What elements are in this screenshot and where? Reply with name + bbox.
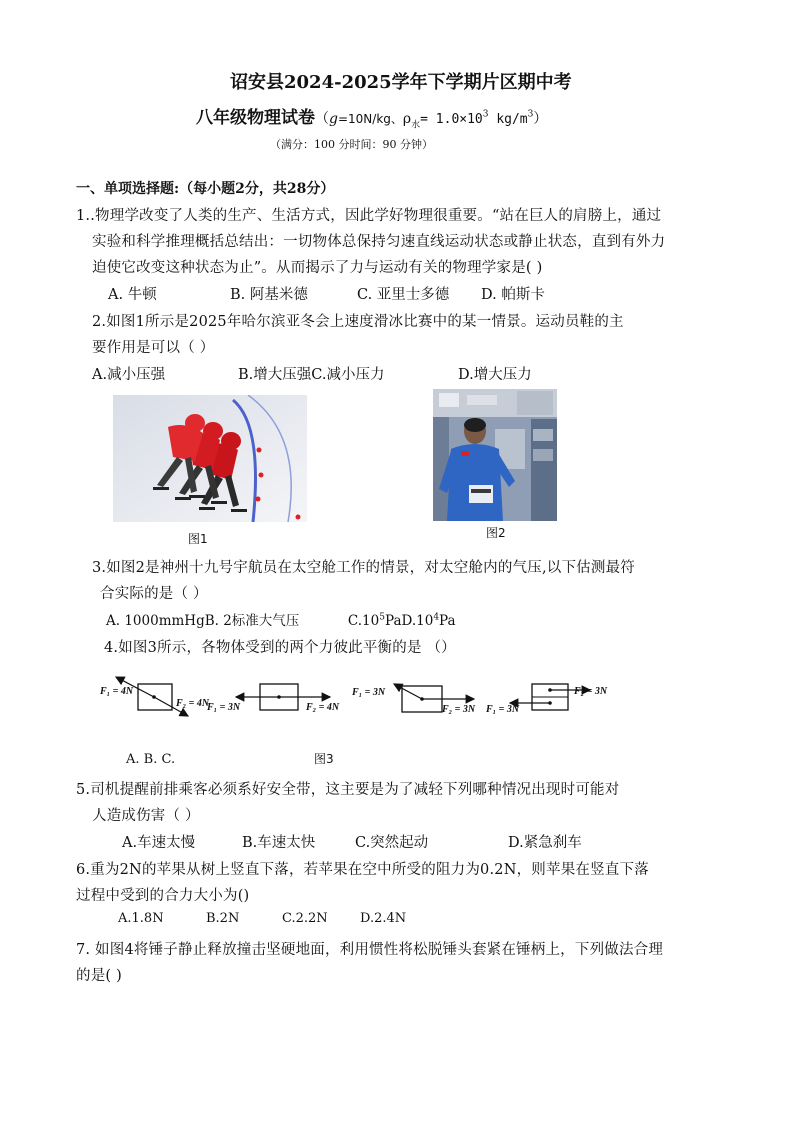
force-label-b2: F₂ = 4N (306, 702, 340, 713)
q1-option-c: C. 亚里士多德 (357, 287, 450, 303)
figure1-label: 图1 (188, 532, 208, 546)
q3-option-d-text: PaD.10 (384, 613, 434, 629)
q2-option-a: A.减小压强 (92, 367, 166, 383)
subject-title: 八年级物理试卷 (196, 108, 315, 128)
force-label-c1: F₁ = 3N (352, 687, 386, 698)
q3-line2: 合实际的是（ ） (100, 586, 208, 602)
astronaut-illustration (433, 389, 557, 521)
force-label-d1: F₁ = 3N (486, 704, 520, 715)
q5-line2: 人造成伤害（ ） (92, 808, 200, 824)
force-label-a2: F₂ = 4N (176, 698, 210, 709)
q3-option-ab: A. 1000mmHgB. 2标准大气压 (106, 613, 300, 629)
force-label-b1: F₁ = 3N (207, 702, 241, 713)
q2-option-bc: B.增大压强C.减小压力 (238, 367, 385, 383)
figure1-speed-skating-photo (113, 395, 307, 522)
force-label-d2: F₂ = 3N (574, 686, 608, 697)
exam-subtitle: 八年级物理试卷（g=10N/kg、$\rho_水= 1.0\times 10^3$ $kg/m^3$） (196, 108, 548, 131)
q1-option-a: A. 牛顿 (108, 287, 157, 303)
figure3-label: 图3 (314, 752, 334, 766)
q1-line2: 实验和科学推理概括总结出：一切物体总保持匀速直线运动状态或静止状态，直到有外力 (92, 234, 666, 250)
q7-line2: 的是( ) (76, 968, 122, 984)
force-label-c2: F₂ = 3N (442, 704, 476, 715)
q1-option-d: D. 帕斯卡 (481, 287, 545, 303)
q7-line1: 7. 如图4将锤子静止释放撞击坚硬地面，利用惯性将松脱锤头套紧在锤柄上，下列做法合理 (76, 942, 664, 958)
q1-line1: 1..物理学改变了人类的生产、生活方式，因此学好物理很重要。“站在巨人的肩膀上，通过 (76, 208, 662, 224)
q3-options: A. 1000mmHgB. 2标准大气压 $C.10^5PaD.10^4Pa$ (106, 612, 456, 629)
q4-options: A. B. C. (126, 752, 176, 767)
q2-line1: 2.如图1所示是2025年哈尔滨亚冬会上速度滑冰比赛中的某一情景。运动员鞋的主 (92, 314, 624, 330)
q1-option-b: B. 阿基米德 (230, 287, 308, 303)
q4-line1: 4.如图3所示，各物体受到的两个力彼此平衡的是 （） (104, 640, 456, 656)
section-heading: 一、单项选择题:（每小题2分，共28分） (76, 181, 335, 197)
force-label-a1: F₁ = 4N (100, 686, 134, 697)
figure2-label: 图2 (486, 526, 506, 540)
exam-title: 诏安县2024-2025学年下学期片区期中考 (230, 72, 572, 93)
exam-note: （满分：100 分时间：90 分钟） (270, 138, 433, 151)
q5-option-c: C.突然起动 (355, 835, 429, 851)
q6-option-b: B.2N (206, 911, 240, 926)
q1-line3: 迫使它改变这种状态为止”。从而揭示了力与运动有关的物理学家是( ) (92, 260, 543, 276)
q6-line2: 过程中受到的合力大小为() (76, 888, 250, 904)
q2-line2: 要作用是可以（ ） (92, 340, 215, 356)
q3-option-c-text: C.10 (347, 613, 380, 629)
q6-option-d: D.2.4N (360, 911, 407, 926)
q6-option-a: A.1.8N (118, 911, 164, 926)
figure2-astronaut-photo (433, 389, 557, 521)
speed-skaters-illustration (113, 395, 307, 522)
q6-line1: 6.重为2N的苹果从树上竖直下落，若苹果在空中所受的阻力为0.2N，则苹果在竖直下落 (76, 862, 649, 878)
q3-line1: 3.如图2是神州十九号宇航员在太空舱工作的情景，对太空舱内的气压,以下估测最符 (92, 560, 635, 576)
q5-option-d: D.紧急刹车 (508, 835, 582, 851)
q2-option-d: D.增大压力 (458, 367, 532, 383)
q5-line1: 5.司机提醒前排乘客必须系好安全带，这主要是为了减轻下列哪种情况出现时可能对 (76, 782, 620, 798)
q5-option-a: A.车速太慢 (122, 835, 196, 851)
q6-option-c: C.2.2N (282, 911, 328, 926)
q5-option-b: B.车速太快 (242, 835, 316, 851)
